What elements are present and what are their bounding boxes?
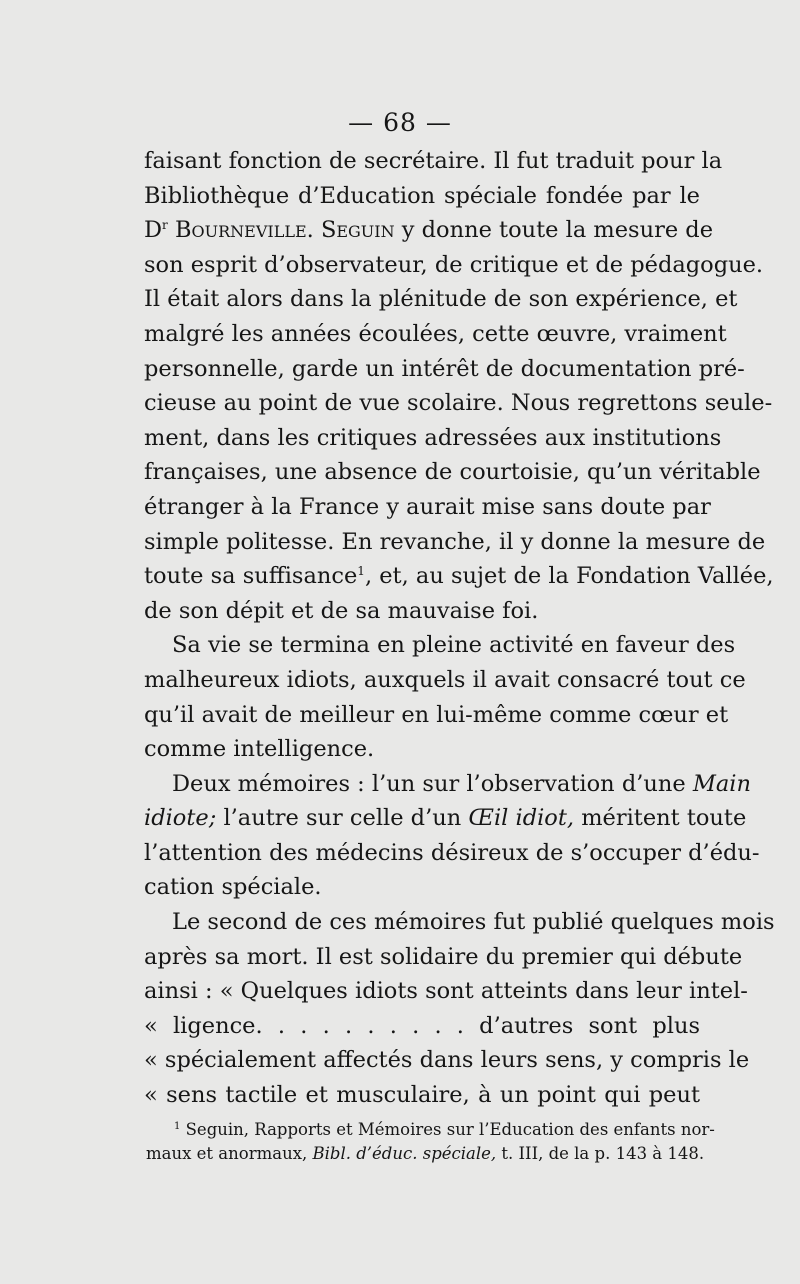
text-fragment: l’autre sur celle d’un (223, 805, 462, 832)
text-line: comme intelligence. (144, 736, 375, 763)
text-line (144, 213, 714, 248)
text-line: simple politesse. En revanche, il y donne la mesure de (144, 528, 766, 555)
text-line: « sens tactile et musculaire, à un point qui peut (144, 1082, 700, 1109)
text-line: Bibliothèque d’Education spéciale fondée par le (144, 182, 700, 209)
italic-title: Œil idiot, (468, 805, 575, 832)
text-line: « ligence. . . . . . . . . . d’autres sont plus (144, 1012, 700, 1039)
text-line: « spécialement affectés dans leurs sens, y compris le (144, 1047, 750, 1074)
text-fragment: Seguin, Rapports et Mémoires sur l’Education des enfants nor- (185, 1120, 715, 1139)
text-line: malgré les années écoulées, cette œuvre, vraiment (144, 320, 727, 347)
footnote-line (146, 1118, 715, 1142)
italic-title: idiote; (144, 805, 217, 832)
text-line: de son dépit et de sa mauvaise foi. (144, 597, 539, 624)
text-fragment: Deux mémoires : l’un sur l’observation d’une (172, 770, 686, 797)
text-line: ainsi : « Quelques idiots sont atteints dans leur intel- (144, 978, 748, 1005)
text-line: l’attention des médecins désireux de s’occuper d’édu- (144, 839, 760, 866)
person-name: Bourneville. (174, 217, 314, 244)
text-fragment: , et, au sujet de la Fondation Vallée, (364, 563, 774, 590)
text-line: faisant fonction de secrétaire. Il fut traduit pour la (144, 148, 723, 174)
text-line: son esprit d’observateur, de critique et de pédagogue. (144, 251, 764, 278)
footnote (146, 1118, 715, 1166)
footnote-reference: 1 (357, 564, 365, 579)
text-line: après sa mort. Il est solidaire du premier qui débute (144, 943, 743, 970)
footnote-marker: 1 (174, 1121, 181, 1132)
text-line: étranger à la France y aurait mise sans doute par (144, 493, 711, 520)
text-line: ment, dans les critiques adressées aux institutions (144, 424, 722, 451)
doctor-abbrev-sup: r (162, 218, 168, 233)
text-line: Le second de ces mémoires fut publié quelques mois (172, 909, 775, 936)
text-line: françaises, une absence de courtoisie, qu’un véritable (144, 459, 761, 486)
text-line: cation spéciale. (144, 874, 322, 901)
page-number: — 68 — (348, 108, 452, 137)
text-line: Sa vie se termina en pleine activité en faveur des (172, 632, 736, 659)
text-line: personnelle, garde un intérêt de documentation pré- (144, 355, 745, 382)
text-line: cieuse au point de vue scolaire. Nous regrettons seule- (144, 390, 773, 417)
text-line: qu’il avait de meilleur en lui-même comme cœur et (144, 701, 729, 728)
italic-title: Main (692, 770, 751, 797)
doctor-abbrev: D (144, 217, 163, 244)
text-line (144, 559, 774, 594)
text-fragment: maux et anormaux, (146, 1144, 308, 1163)
italic-title: Bibl. d’éduc. spéciale, (312, 1144, 497, 1163)
text-line (144, 801, 747, 836)
text-fragment: y donne toute la mesure de (401, 217, 714, 244)
body-text (144, 144, 775, 1113)
text-fragment: méritent toute (581, 805, 747, 832)
text-line (144, 767, 751, 802)
person-name: Seguin (320, 217, 395, 244)
text-line: Il était alors dans la plénitude de son expérience, et (144, 286, 738, 313)
text-fragment: t. III, de la p. 143 à 148. (501, 1144, 705, 1163)
text-line: malheureux idiots, auxquels il avait consacré tout ce (144, 666, 746, 693)
text-fragment: toute sa suffisance (144, 563, 358, 590)
footnote-line (146, 1142, 705, 1166)
